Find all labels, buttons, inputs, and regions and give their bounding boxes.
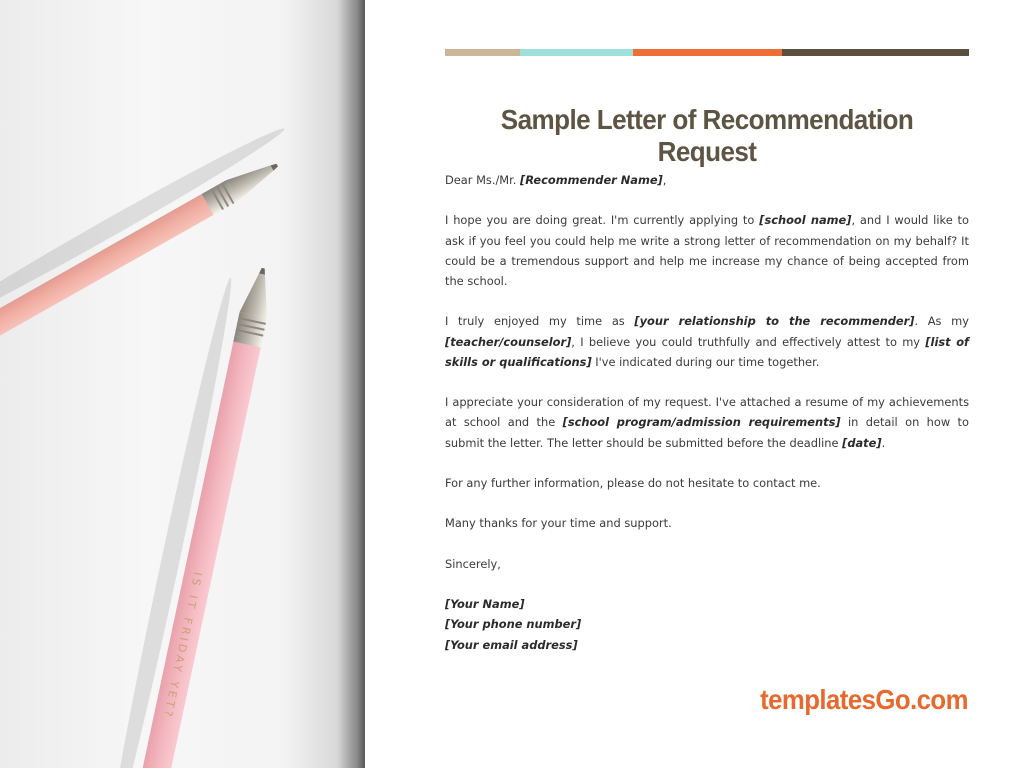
- letter-title: Sample Letter of Recommendation Request: [500, 104, 914, 167]
- paragraph-2-text-cont2: , I believe you could truthfully and effectively attest to my: [571, 334, 926, 349]
- paragraph-5: Many thanks for your time and support.: [445, 516, 672, 531]
- salutation: [445, 170, 969, 190]
- paragraph-2-text-cont: . As my: [914, 314, 969, 329]
- salutation-text: Dear Ms./Mr.: [445, 173, 520, 187]
- placeholder-skills: [list of skills or qualifications]: [445, 334, 969, 369]
- paragraph-2-text: I truly enjoyed my time as: [445, 314, 635, 329]
- paragraph-2: [445, 311, 969, 372]
- paragraph-3: [445, 392, 969, 453]
- placeholder-recommender-name: [Recommender Name]: [520, 173, 663, 187]
- letter-body: [445, 170, 969, 655]
- pen-lower: [101, 260, 277, 768]
- paragraph-1-text: I hope you are doing great. I'm currently applying to: [445, 213, 760, 228]
- brand-logo-text: templatesGo.com: [760, 684, 968, 715]
- letter-page: [365, 0, 1024, 768]
- page-edge-shadow: [338, 0, 365, 768]
- placeholder-your-name: [Your Name]: [445, 597, 525, 612]
- placeholder-phone: [Your phone number]: [445, 617, 582, 632]
- salutation-comma: ,: [662, 173, 667, 187]
- closing: Sincerely,: [445, 556, 501, 571]
- color-bar: [445, 49, 969, 56]
- paragraph-1: [445, 210, 969, 291]
- color-bar-segment-tan: [445, 49, 520, 56]
- placeholder-program-requirements: [school program/admission requirements]: [562, 415, 841, 430]
- paragraph-3-text: I appreciate your consideration of my request. I've attached a resume of my achievements at school and the: [445, 395, 969, 430]
- placeholder-email: [Your email address]: [445, 637, 578, 652]
- pens-illustration: [0, 0, 365, 768]
- placeholder-date: [date]: [842, 435, 882, 450]
- signature-block: [445, 594, 969, 655]
- paragraph-4: For any further information, please do not hesitate to contact me.: [445, 475, 821, 490]
- pen-engraving: IS IT FRIDAY YET?: [160, 570, 205, 721]
- color-bar-segment-teal: [520, 49, 633, 56]
- paragraph-1-text-cont: , and I would like to ask if you feel you could help me write a strong letter of recommendation on my behalf? It could be a tremendous support and help me increase my chance of being accepted from the school.: [445, 213, 969, 288]
- paragraph-3-text-end: .: [881, 435, 886, 450]
- paragraph-2-text-end: I've indicated during our time together.: [591, 354, 820, 369]
- color-bar-segment-brown: [782, 49, 969, 56]
- placeholder-school-name: [school name]: [759, 213, 852, 228]
- pens-photo: [0, 0, 365, 768]
- placeholder-relationship: [your relationship to the recommender]: [634, 314, 915, 329]
- color-bar-segment-orange: [633, 49, 782, 56]
- placeholder-teacher-counselor: [teacher/counselor]: [445, 334, 572, 349]
- paragraph-3-text-cont: in detail on how to submit the letter. The letter should be submitted before the deadline: [445, 415, 969, 450]
